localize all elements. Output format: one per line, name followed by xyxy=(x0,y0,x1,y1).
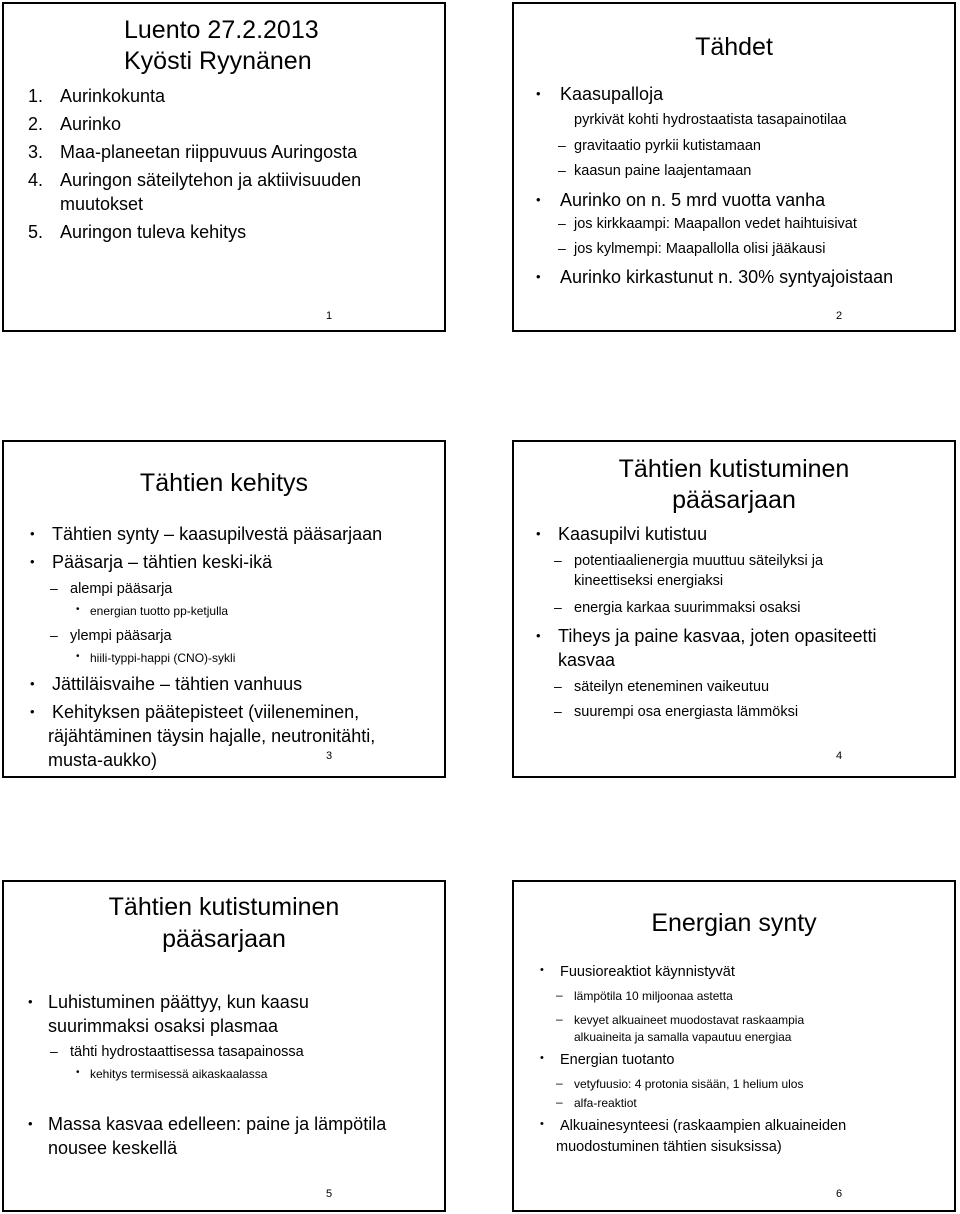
bullet-text: Jättiläisvaihe – tähtien vanhuus xyxy=(52,674,303,694)
slide-title: Tähdet xyxy=(695,33,773,61)
sub-bullet-text: suurempi osa energiasta lämmöksi xyxy=(574,704,799,720)
slide-1 xyxy=(2,2,446,332)
bullet-text-continuation: musta-aukko) xyxy=(48,750,158,770)
bullet-icon: • xyxy=(28,1116,33,1131)
slide-title-line-2: pääsarjaan xyxy=(672,486,796,514)
sub-sub-bullet-text: energian tuotto pp-ketjulla xyxy=(90,604,229,618)
bullet-text: Tiheys ja paine kasvaa, joten opasiteetti xyxy=(558,626,877,646)
dash-icon: – xyxy=(556,988,563,1002)
list-item: Aurinko xyxy=(60,114,122,134)
sub-sub-bullet-text: hiili-typpi-happi (CNO)-sykli xyxy=(90,651,236,665)
dash-icon: – xyxy=(556,1012,563,1026)
sub-bullet-text: vetyfuusio: 4 protonia sisään, 1 helium ulos xyxy=(574,1077,804,1091)
list-item: Auringon tuleva kehitys xyxy=(60,222,247,242)
bullet-icon: • xyxy=(540,964,544,976)
sub-bullet-text: ylempi pääsarja xyxy=(70,628,172,644)
slide-6 xyxy=(512,880,956,1212)
bullet-text: Aurinko on n. 5 mrd vuotta vanha xyxy=(560,190,826,210)
list-item-number: 1. xyxy=(28,86,44,106)
dash-icon: – xyxy=(558,137,566,153)
sub-bullet-text: jos kirkkaampi: Maapallon vedet haihtuisivat xyxy=(574,216,857,232)
slide-title-line-1: Tähtien kutistuminen xyxy=(618,455,850,483)
list-item-number: 4. xyxy=(28,170,44,190)
slide-4 xyxy=(512,440,956,778)
bullet-icon: • xyxy=(76,651,80,662)
sub-bullet-text: potentiaalienergia muuttuu säteilyksi ja xyxy=(574,553,824,569)
dash-icon: – xyxy=(558,162,566,178)
bullet-text: Kaasupalloja xyxy=(560,84,664,104)
slide-2 xyxy=(512,2,956,332)
bullet-text-continuation: räjähtäminen täysin hajalle, neutronitähti, xyxy=(48,726,376,746)
list-item-number: 2. xyxy=(28,114,44,134)
slide-number: 5 xyxy=(326,1188,333,1200)
slide-title-line-1: Tähtien kutistuminen xyxy=(108,893,340,921)
bullet-text: Energian tuotanto xyxy=(560,1052,675,1068)
list-item: Maa-planeetan riippuvuus Auringosta xyxy=(60,142,358,162)
bullet-text: Fuusioreaktiot käynnistyvät xyxy=(560,964,735,980)
bullet-text: Kaasupilvi kutistuu xyxy=(558,524,708,544)
bullet-text: Luhistuminen päättyy, kun kaasu xyxy=(48,992,309,1012)
lecturer-name: Kyösti Ryynänen xyxy=(124,47,312,75)
slide-number: 4 xyxy=(836,750,843,762)
bullet-text-continuation: nousee keskellä xyxy=(48,1138,178,1158)
slide-number: 2 xyxy=(836,310,843,322)
dash-icon: – xyxy=(50,627,58,643)
bullet-icon: • xyxy=(76,604,80,615)
bullet-text: Tähtien synty – kaasupilvestä pääsarjaan xyxy=(52,524,383,544)
list-item-number: 5. xyxy=(28,222,44,242)
bullet-icon: • xyxy=(536,628,541,643)
bullet-icon: • xyxy=(536,526,541,541)
bullet-text: Kehityksen päätepisteet (viileneminen, xyxy=(52,702,360,722)
bullet-text: Massa kasvaa edelleen: paine ja lämpötila xyxy=(48,1114,387,1134)
dash-icon: – xyxy=(554,703,562,719)
bullet-icon: • xyxy=(28,994,33,1009)
dash-icon: – xyxy=(556,1076,563,1090)
lecture-date: Luento 27.2.2013 xyxy=(124,16,319,44)
bullet-text-continuation: kasvaa xyxy=(558,650,616,670)
slide-number: 1 xyxy=(326,310,333,322)
bullet-icon: • xyxy=(30,676,35,691)
dash-icon: – xyxy=(554,599,562,615)
bullet-icon: • xyxy=(536,269,541,284)
sub-bullet-text: kaasun paine laajentamaan xyxy=(574,163,752,179)
bullet-icon: • xyxy=(540,1052,544,1064)
sub-bullet-text: kevyet alkuaineet muodostavat raskaampia xyxy=(574,1013,805,1027)
bullet-text-continuation: muodostuminen tähtien sisuksissa) xyxy=(556,1139,782,1155)
dash-icon: – xyxy=(50,580,58,596)
bullet-icon: • xyxy=(536,86,541,101)
sub-bullet-text: lämpötila 10 miljoonaa astetta xyxy=(574,989,733,1003)
slide-title: Tähtien kehitys xyxy=(139,469,309,497)
bullet-text: Aurinko kirkastunut n. 30% syntyajoistaan xyxy=(560,267,894,287)
sub-bullet-text: pyrkivät kohti hydrostaatista tasapainotilaa xyxy=(574,112,847,128)
sub-bullet-text: energia karkaa suurimmaksi osaksi xyxy=(574,600,801,616)
list-item-number: 3. xyxy=(28,142,44,162)
dash-icon: – xyxy=(556,1095,563,1109)
slide-5 xyxy=(2,880,446,1212)
slide-number: 6 xyxy=(836,1188,843,1200)
dash-icon: – xyxy=(554,678,562,694)
bullet-icon: • xyxy=(536,192,541,207)
sub-bullet-text: säteilyn eteneminen vaikeutuu xyxy=(574,679,770,695)
sub-bullet-continuation: alkuaineita ja samalla vapautuu energiaa xyxy=(574,1030,792,1044)
sub-bullet-text: alempi pääsarja xyxy=(70,581,173,597)
list-item: Auringon säteilytehon ja aktiivisuuden xyxy=(60,170,362,190)
list-item: Aurinkokunta xyxy=(60,86,166,106)
bullet-icon: • xyxy=(76,1067,80,1078)
dash-icon: – xyxy=(558,215,566,231)
bullet-text: Pääsarja – tähtien keski-ikä xyxy=(52,552,273,572)
sub-bullet-text: alfa-reaktiot xyxy=(574,1096,637,1110)
slide-title: Energian synty xyxy=(651,909,817,937)
slide-number: 3 xyxy=(326,750,333,762)
dash-icon: – xyxy=(558,240,566,256)
list-item-continuation: muutokset xyxy=(60,194,144,214)
slide-3 xyxy=(2,440,446,778)
dash-icon: – xyxy=(50,1043,58,1059)
bullet-text-continuation: suurimmaksi osaksi plasmaa xyxy=(48,1016,279,1036)
sub-sub-bullet-text: kehitys termisessä aikaskaalassa xyxy=(90,1067,268,1081)
sub-bullet-text: jos kylmempi: Maapallolla olisi jääkausi xyxy=(574,241,826,257)
bullet-text: Alkuainesynteesi (raskaampien alkuaineiden xyxy=(560,1118,847,1134)
sub-bullet-text: tähti hydrostaattisessa tasapainossa xyxy=(70,1044,304,1060)
bullet-icon: • xyxy=(30,526,35,541)
bullet-icon: • xyxy=(540,1118,544,1130)
sub-bullet-text: gravitaatio pyrkii kutistamaan xyxy=(574,138,761,154)
bullet-icon: • xyxy=(30,554,35,569)
slide-title-line-2: pääsarjaan xyxy=(162,925,286,953)
dash-icon: – xyxy=(554,552,562,568)
bullet-icon: • xyxy=(30,704,35,719)
sub-bullet-continuation: kineettiseksi energiaksi xyxy=(574,573,724,589)
